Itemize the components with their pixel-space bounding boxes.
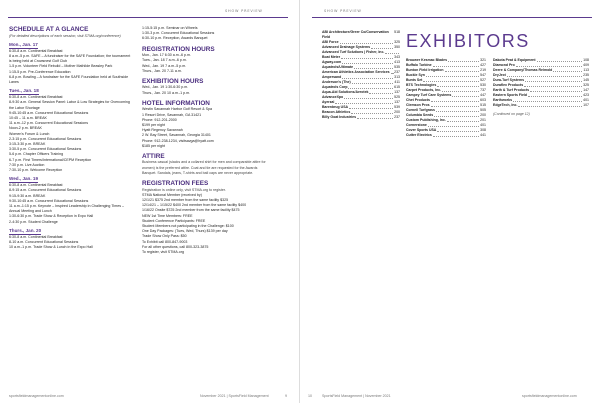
booth-number: 107 xyxy=(583,103,589,107)
dot-leader xyxy=(351,110,393,114)
exhibitor-name: Bunts Set xyxy=(406,78,423,82)
exhibitor-name: Advanced Drainage Systems xyxy=(322,45,371,49)
exhibitor-name: Aquatrols/Ultimate xyxy=(322,65,354,69)
header-rule xyxy=(8,17,288,18)
dot-leader xyxy=(348,85,393,89)
exhibition-hours-title: EXHIBITION HOURS xyxy=(142,77,204,85)
dot-leader xyxy=(431,103,480,107)
dot-leader xyxy=(525,78,582,82)
mid-schedule xyxy=(142,26,272,42)
exhibitor-name: Chet Products xyxy=(406,98,430,102)
booth-number: 527 xyxy=(480,78,486,82)
exhibitor-name: Cover Sports USA xyxy=(406,128,437,132)
exhibitor-name: BTS Technologies xyxy=(406,83,437,87)
booth-number: 441 xyxy=(480,133,486,137)
dot-leader xyxy=(391,70,394,74)
dot-leader xyxy=(516,63,582,67)
booth-number: 401 xyxy=(583,98,589,102)
schedule-item: 2-4:30 p.m. Student Challenge xyxy=(9,219,58,224)
booth-number: 200 xyxy=(394,110,400,114)
exhibitor-name: Advanced Turf Solutions | Fisher, Inc. xyxy=(322,50,385,54)
dot-leader xyxy=(445,68,480,72)
exhibitor-name: Cornell Turfgrass xyxy=(406,108,435,112)
dot-leader xyxy=(428,123,479,127)
fee-line: Trade Show Only Pass: $50 xyxy=(142,234,187,239)
exhibitor-column-3 xyxy=(493,58,589,120)
schedule-item: 5-6 p.m. Chapter Officers Training xyxy=(9,152,64,157)
booth-number: 427 xyxy=(480,63,486,67)
exhibitor-name: Barenbrug USA xyxy=(322,105,349,109)
schedule-item: Women's Forum & Lunch xyxy=(9,131,50,136)
exhibitor-name: Eastern Sports Field xyxy=(493,93,528,97)
dot-leader xyxy=(352,80,394,84)
exhibitor-row xyxy=(322,115,400,120)
exhibitor-name: DryJect xyxy=(493,73,506,77)
exhibitor-name: Buckle Syn xyxy=(406,73,425,77)
schedule-item: 9:15-9:30 a.m. BREAK xyxy=(9,193,46,198)
schedule-item: 8-9:15 a.m. Concurrent Educational Sessions xyxy=(9,188,82,193)
exhibitor-name: Ampersand xyxy=(322,75,342,79)
page-number: 10 xyxy=(308,394,312,398)
booth-number: 147 xyxy=(583,88,589,92)
dot-leader xyxy=(433,63,480,67)
exhibitor-name: ABI Architecture/Greer Co/Conservation Field xyxy=(322,30,389,39)
booth-number: 447 xyxy=(480,93,486,97)
dot-leader xyxy=(385,50,399,54)
fee-line: 1/16/22 Onsite $725 2nd member from the same facility $475 xyxy=(142,208,240,213)
schedule-item: 7:30 p.m. Live Auction xyxy=(9,162,45,167)
section-label: SHOW PREVIEW xyxy=(324,9,362,13)
exhibitor-name: Dakota Peat & Equipment xyxy=(493,58,536,62)
booth-number: 615 xyxy=(394,85,400,89)
schedule-item: 6:30-10 p.m. Reception, Awards Banquet xyxy=(142,36,208,41)
day-heading: Mon., Jan. 17 xyxy=(9,41,38,47)
schedule-item: 1:30-3 p.m. Concurrent Educational Sessions xyxy=(142,31,215,36)
exhibitor-name: Cornerstone xyxy=(406,123,427,127)
booth-number: 343 xyxy=(394,55,400,59)
section-label: SHOW PREVIEW xyxy=(225,9,263,13)
day-heading: Tues., Jan. 18 xyxy=(9,88,39,94)
hotel-line: $199 per night xyxy=(142,122,165,127)
footer-site: sportsfieldmanagementonline.com xyxy=(9,394,64,398)
exhibitor-name: Dura-Turf Systems xyxy=(493,78,525,82)
booth-number: 108 xyxy=(583,58,589,62)
schedule-item: 9:30-10:45 a.m. Concurrent Educational Sessions xyxy=(9,198,89,203)
dot-leader xyxy=(335,100,393,104)
exhibitor-name: Cutter Electrics xyxy=(406,133,432,137)
dot-leader xyxy=(341,55,393,59)
booth-number: 235 xyxy=(583,73,589,77)
hours-row: Thurs., Jan. 20 7-11 a.m. xyxy=(142,68,182,73)
dot-leader xyxy=(437,83,479,87)
dot-leader xyxy=(537,58,583,62)
booth-number: 321 xyxy=(480,58,486,62)
schedule-item: 6:30-8 a.m. Continental Breakfast xyxy=(9,48,63,53)
exhibitor-name: Anderson's (The) xyxy=(322,80,351,84)
booth-number: 219 xyxy=(480,68,486,72)
schedule-item: 8-10 a.m. Concurrent Educational Sessions xyxy=(9,240,79,244)
dot-leader xyxy=(340,40,394,44)
booth-number: 237 xyxy=(394,70,400,74)
booth-number: 325 xyxy=(583,83,589,87)
booth-number: 409 xyxy=(583,63,589,67)
exhibitor-name: Bunton Field Irrigation xyxy=(406,68,444,72)
hotel-line: 2 W. Bay Street, Savannah, Georgia 31401 xyxy=(142,133,211,138)
dot-leader xyxy=(553,68,582,72)
fee-line: STMA National Member (received by) xyxy=(142,192,202,197)
attire-text: Business casual (slacks and a collared shirt for men and comparable attire for women) is the preferred attire. Coat and tie are requested for the Awards Banquet. Sandals, jeans, T-shirts and ball caps are never appropriate. xyxy=(142,160,266,175)
dot-leader xyxy=(426,73,479,77)
schedule-item: 3:15-3:30 p.m. BREAK xyxy=(9,141,46,146)
fee-line: 12/14/21 – 1/15/22 $400 2nd member from the same facility $400 xyxy=(142,203,247,208)
schedule-item: 9:45-10:45 a.m. Concurrent Educational Sessions xyxy=(9,110,89,115)
schedule-item: 10 a.m.-1 p.m. Trade Show & Lunch in the Expo Hall xyxy=(9,245,93,250)
dot-leader xyxy=(344,95,393,99)
schedule-item: 1-5 p.m. Volunteer Field Rebuild – Mother Mathilde Beasley Park xyxy=(9,64,113,69)
fees-text: Registration is online only, visit STMA.org to register. xyxy=(142,187,226,192)
booth-number: 411 xyxy=(394,80,400,84)
exhibitor-name: Deere & Company/Thomas Reimold xyxy=(493,68,553,72)
schedule-item: 6:30-8 a.m. Continental Breakfast xyxy=(9,95,63,100)
dot-leader xyxy=(437,128,479,132)
booth-number: 308 xyxy=(480,128,486,132)
schedule-item: 7:30-10 p.m. Welcome Reception xyxy=(9,167,63,172)
booth-number: 525 xyxy=(394,95,400,99)
booth-number: 401 xyxy=(480,123,486,127)
hotel-info xyxy=(142,107,272,149)
footer-site: sportsfieldmanagementonline.com xyxy=(522,394,577,398)
exhibitor-name: Earthworks xyxy=(493,98,513,102)
dot-leader xyxy=(448,58,479,62)
dot-leader xyxy=(530,88,582,92)
fee-line: One Day Packages: (Tues, Wed, Thurs) $139 per day xyxy=(142,229,228,234)
dot-leader xyxy=(342,75,393,79)
exhibitor-name: Agway.com xyxy=(322,60,342,64)
schedule-item: 11 a.m.-12 p.m. Concurrent Educational Sessions xyxy=(9,121,89,126)
schedule-intro: (For detailed descriptions of each session, visit STMA.org/conference) xyxy=(9,33,121,38)
booth-number: 313 xyxy=(394,75,400,79)
booth-number: 413 xyxy=(394,60,400,64)
exhibitor-name: ABI Force xyxy=(322,40,339,44)
hotel-line: $185 per night xyxy=(142,143,165,148)
registration-hours xyxy=(142,53,272,74)
dot-leader xyxy=(371,45,393,49)
exhibitor-name: AdvanceXpo xyxy=(322,95,344,99)
dot-leader xyxy=(447,118,479,122)
schedule-title: SCHEDULE AT A GLANCE xyxy=(9,26,89,33)
exhibitor-name: Aqua-Aid Solutions/Aerotek xyxy=(322,90,369,94)
dot-leader xyxy=(423,78,479,82)
booth-number: 518 xyxy=(394,30,400,34)
exhibitor-name: American Athletics Association Services xyxy=(322,70,390,74)
exhibitor-name: Diamond Pro xyxy=(493,63,515,67)
schedule-item: Noon-2 p.m. BREAK xyxy=(9,126,42,131)
hours-row: Wed., Jan. 19 1:30-6:30 p.m. xyxy=(142,85,189,90)
dot-leader xyxy=(442,88,479,92)
exhibitor-name: Clemson Pros xyxy=(406,103,430,107)
exhibitor-name: Custom Publishing, Inc. xyxy=(406,118,446,122)
fee-line: To Exhibit call 800-847-9003 xyxy=(142,239,188,244)
hotel-line: Phone: 912-238-1234, visitsavga@hyatt.com xyxy=(142,138,214,143)
exhibitor-name: Buffalo Turbine xyxy=(406,63,432,67)
fees-title: REGISTRATION FEES xyxy=(142,180,209,188)
registration-hours-title: REGISTRATION HOURS xyxy=(142,45,215,53)
schedule-item: 3:30-5 p.m. Concurrent Educational Sessions xyxy=(9,147,82,152)
hotel-line: Westin Savannah Harbor Golf Resort & Spa xyxy=(142,107,213,112)
dot-leader xyxy=(513,98,582,102)
dot-leader xyxy=(357,115,393,119)
dot-leader xyxy=(524,83,582,87)
exhibitor-name: Ayerzal xyxy=(322,100,335,104)
dot-leader xyxy=(452,93,479,97)
hours-row: Wed., Jan. 19 7 a.m.-5 p.m. xyxy=(142,63,187,68)
exhibitor-name: Carpet Products, Inc. xyxy=(406,88,442,92)
fees-lines xyxy=(142,193,272,255)
booth-number: 145 xyxy=(583,78,589,82)
exhibitor-name: Duraflex Products xyxy=(493,83,524,87)
continued-note: (Continued on page 12) xyxy=(493,111,530,116)
dot-leader xyxy=(518,103,582,107)
dot-leader xyxy=(507,73,582,77)
exhibitor-name: Aquatrols Corp xyxy=(322,85,348,89)
schedule-column xyxy=(9,26,132,250)
schedule-item: 6-8 p.m. Bowling – A fundraiser for the SAFE Foundation held at Southside Lanes xyxy=(9,74,129,84)
booth-number: 137 xyxy=(394,90,400,94)
hours-row: Mon., Jan. 17 6:30 a.m.-6 p.m. xyxy=(142,53,191,58)
hotel-title: HOTEL INFORMATION xyxy=(142,99,210,107)
hotel-line: Phone: 912-201-2000 xyxy=(142,117,177,122)
exhibitor-column-1 xyxy=(322,30,400,120)
booth-number: 237 xyxy=(394,115,400,119)
fee-line: NEW 1st Time Members: FREE xyxy=(142,213,193,218)
booth-number: 113 xyxy=(583,68,589,72)
fee-line: For all other questions, call 800-323-3875 xyxy=(142,244,209,249)
schedule-item: 8-9:30 a.m. General Session Panel: Labor & Low Strategies for Overcoming the Labor Shortage xyxy=(9,100,130,110)
header-rule xyxy=(312,17,592,18)
booth-number: 539 xyxy=(394,105,400,109)
booth-number: 350 xyxy=(394,45,400,49)
booth-number: 603 xyxy=(480,98,486,102)
booth-number: 515 xyxy=(480,103,486,107)
attire-title: ATTIRE xyxy=(142,152,165,160)
booth-number: 137 xyxy=(394,100,400,104)
exhibitor-name: Earth & Turf Products xyxy=(493,88,530,92)
schedule-days xyxy=(9,39,132,251)
fee-line: Student Members not participating in the Challenge: $100 xyxy=(142,223,234,228)
fee-line: To register, visit STMA.org xyxy=(142,250,184,254)
dot-leader xyxy=(369,90,393,94)
dot-leader xyxy=(431,98,479,102)
dot-leader xyxy=(528,93,582,97)
exhibitor-row xyxy=(406,133,486,138)
hours-row: Thurs., Jan. 20 10 a.m.-1 p.m. xyxy=(142,90,191,95)
booth-number: 423 xyxy=(583,93,589,97)
dot-leader xyxy=(354,65,393,69)
day-heading: Wed., Jan. 19 xyxy=(9,176,39,182)
booth-number: 505 xyxy=(480,108,486,112)
hours-row: Tues., Jan. 18 7 a.m.-6 p.m. xyxy=(142,58,187,63)
exhibitor-row xyxy=(322,30,400,40)
schedule-item: 6-7 p.m. First Timers/International/CEPM Reception xyxy=(9,157,92,162)
schedule-item: 1:30-6:30 p.m. Trade Show & Reception in Expo Hall xyxy=(9,214,94,219)
fee-line: 12/1/21 $375 2nd member from the same facility $325 xyxy=(142,197,229,202)
exhibitor-name: Columbia Seeds xyxy=(406,113,434,117)
booth-number: 201 xyxy=(480,118,486,122)
schedule-item: 8 a.m.-5 p.m. SAFE – A fundraiser for the SAFE Foundation; the tournament is being held at Crowsnest Golf Club xyxy=(9,53,131,64)
footer-issue: November 2021 | SportsField Management xyxy=(200,394,269,398)
booth-number: 547 xyxy=(480,73,486,77)
info-column xyxy=(142,26,272,255)
booth-number: 737 xyxy=(480,88,486,92)
dot-leader xyxy=(342,60,393,64)
schedule-item: 11 a.m.-1:15 p.m. Keynote – Inspired Leadership in Challenging Times – Annual Meeting and Lunch xyxy=(9,203,124,214)
booth-number: 325 xyxy=(394,40,400,44)
exhibitor-name: Boat Meter xyxy=(322,55,341,59)
schedule-item: 1:15-5:15 p.m. Seminar on Wheels xyxy=(142,26,198,30)
fee-line: Student Conference Participants: FREE xyxy=(142,218,206,223)
schedule-item: 2-3:15 p.m. Concurrent Educational Sessions xyxy=(9,136,82,141)
schedule-item: 1:15-5 p.m. Pre-Conference Education xyxy=(9,69,71,74)
right-page xyxy=(300,0,600,403)
hotel-line: 1 Resort Drive, Savannah, GA 31421 xyxy=(142,112,202,117)
booth-number: 530 xyxy=(480,83,486,87)
dot-leader xyxy=(433,133,479,137)
page-number: 9 xyxy=(285,394,287,398)
booth-number: 200 xyxy=(480,113,486,117)
hotel-line: Hyatt Regency Savannah xyxy=(142,128,183,133)
schedule-item: 6:30-8 a.m. Continental Breakfast xyxy=(9,234,63,239)
exhibitor-name: Billy Goat Industries xyxy=(322,115,357,119)
day-heading: Thurs., Jan. 20 xyxy=(9,227,42,233)
exhibitor-column-2 xyxy=(406,58,486,138)
exhibition-hours xyxy=(142,85,272,95)
dot-leader xyxy=(434,113,479,117)
exhibitor-name: EdgeTech, Inc. xyxy=(493,103,518,107)
exhibitor-row xyxy=(493,103,589,108)
dot-leader xyxy=(436,108,479,112)
schedule-item: 10:45 – 11 a.m. BREAK xyxy=(9,115,47,120)
exhibitor-name: Campey Turf Care Systems xyxy=(406,93,452,97)
schedule-item: 6:30-8 a.m. Continental Breakfast xyxy=(9,183,63,188)
exhibitors-title: EXHIBITORS xyxy=(406,31,530,51)
footer-issue: SportsField Management | November 2021 xyxy=(322,394,391,398)
exhibitor-name: Beacon Athletics xyxy=(322,110,351,114)
exhibitor-name: Brouwer Kesmac Blades xyxy=(406,58,448,62)
booth-number: 535 xyxy=(394,65,400,69)
dot-leader xyxy=(349,105,393,109)
